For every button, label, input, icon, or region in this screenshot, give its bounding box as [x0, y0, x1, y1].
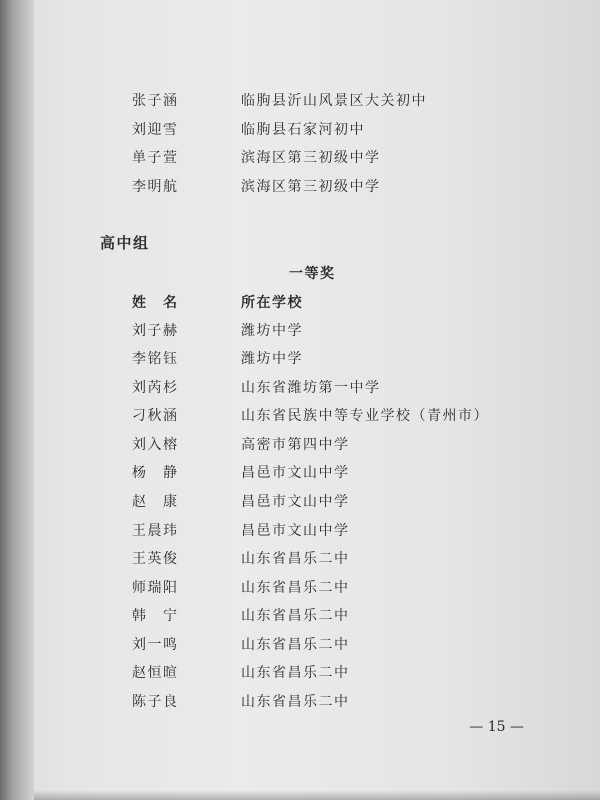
- name-entry: 刘入榕: [132, 437, 179, 453]
- name-entry: 杨 静: [132, 465, 179, 481]
- name-entry: 刘芮杉: [132, 380, 179, 396]
- name-entry: 刘子赫: [132, 323, 179, 339]
- column-header-name: 姓 名: [132, 295, 179, 311]
- school-entry: 临朐县沂山风景区大关初中: [241, 93, 427, 109]
- school-entry: 山东省昌乐二中: [241, 665, 350, 681]
- section-title: 高中组: [100, 234, 150, 252]
- page-bottom-edge: [34, 790, 600, 800]
- school-entry: 山东省昌乐二中: [241, 637, 350, 653]
- name-entry: 刘迎雪: [132, 122, 179, 138]
- school-entry: 滨海区第三初级中学: [241, 179, 381, 195]
- name-entry: 李明航: [132, 179, 179, 195]
- school-entry: 潍坊中学: [241, 351, 303, 367]
- school-entry: 山东省昌乐二中: [241, 608, 350, 624]
- school-entry: 山东省昌乐二中: [241, 551, 350, 567]
- school-entry: 山东省昌乐二中: [241, 694, 350, 710]
- name-entry: 刘一鸣: [132, 637, 179, 653]
- school-entry: 昌邑市文山中学: [241, 465, 350, 481]
- school-entry: 高密市第四中学: [241, 437, 350, 453]
- school-entry: 山东省民族中等专业学校（青州市）: [241, 408, 489, 424]
- school-entry: 潍坊中学: [241, 323, 303, 339]
- award-title: 一等奖: [289, 266, 336, 282]
- school-entry: 山东省昌乐二中: [241, 580, 350, 596]
- binding-shadow: [0, 0, 34, 800]
- name-entry: 李铭钰: [132, 351, 179, 367]
- name-entry: 师瑞阳: [132, 580, 179, 596]
- column-header-school: 所在学校: [241, 295, 303, 311]
- name-entry: 刁秋涵: [132, 408, 179, 424]
- name-entry: 王晨玮: [132, 523, 179, 539]
- school-entry: 临朐县石家河初中: [241, 122, 365, 138]
- name-entry: 赵 康: [132, 494, 179, 510]
- name-entry: 张子涵: [132, 93, 179, 109]
- name-entry: 王英俊: [132, 551, 179, 567]
- page-number: — 15 —: [469, 719, 524, 735]
- school-entry: 滨海区第三初级中学: [241, 150, 381, 166]
- school-entry: 山东省潍坊第一中学: [241, 380, 381, 396]
- school-entry: 昌邑市文山中学: [241, 494, 350, 510]
- name-entry: 陈子良: [132, 694, 179, 710]
- name-entry: 赵恒暄: [132, 665, 179, 681]
- name-entry: 单子萱: [132, 150, 179, 166]
- name-entry: 韩 宁: [132, 608, 179, 624]
- school-entry: 昌邑市文山中学: [241, 523, 350, 539]
